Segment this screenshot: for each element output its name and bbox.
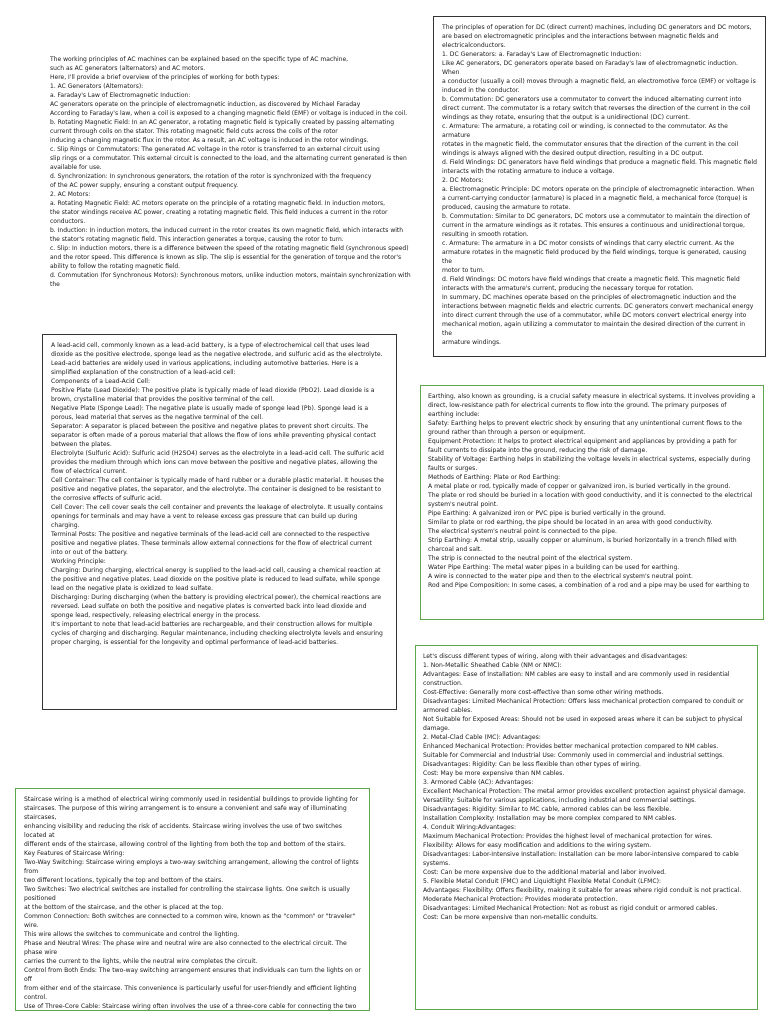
text-line: Terminal Posts: The positive and negative terminals of the lead-acid cell are connected to the respective	[51, 531, 370, 538]
text-line: reversed. Lead sulfate on both the positive and negative plates is converted back into lead dioxide and	[51, 603, 367, 610]
text-line: interacts with the rotating armature to induce a voltage.	[442, 168, 615, 175]
text-line: windings is always aligned with the desired output direction, resulting in a DC output.	[442, 150, 704, 157]
text-line: Here, I'll provide a brief overview of the principles of working for both types:	[50, 74, 280, 81]
text-line: produced, causing the armature to rotate.	[442, 204, 571, 211]
text-line: Suitable for Commercial and Industrial Use: Commonly used in commercial and industrial settings.	[423, 752, 725, 759]
text-line: Flexibility: Allows for easy modification and additions to the wiring system.	[423, 842, 652, 849]
text-line: current in the armature windings as it rotates. This ensures a continuous and unidirectional torque,	[442, 222, 745, 229]
text-line: positive and negative plates. These terminals allow external connections for the flow of electrical current	[51, 540, 372, 547]
text-line: Water Pipe Earthing: The metal water pipes in a building can be used for earthing.	[428, 564, 680, 571]
text-line: Staircase wiring is a method of electrical wiring commonly used in residential buildings to provide lighting for	[24, 796, 359, 803]
text-line: 1. AC Generators (Alternators):	[50, 83, 144, 90]
text-line: Advantages: Flexibility: Offers flexibility, making it suitable for areas where rigid conduit is not practical.	[423, 887, 742, 894]
text-line: b. Commutation: DC generators use a commutator to convert the induced alternating current into	[442, 96, 742, 103]
text-line: 2. AC Motors:	[50, 191, 91, 198]
text-line: a conductor (usually a coil) moves through a magnetic field, an electromotive force (EMF) or voltage is	[442, 78, 756, 85]
text-line: A lead-acid cell, commonly known as a lead-acid battery, is a type of electrochemical cell that uses lead	[51, 342, 370, 349]
text-line: resulting in smooth rotation.	[442, 231, 529, 238]
text-line: systems.	[423, 860, 451, 867]
text-line: porous, lead material that serves as the negative terminal of the cell.	[51, 414, 264, 421]
text-line: b. Induction: In induction motors, the induced current in the rotor creates its own magnetic field, which interacts with	[50, 227, 404, 234]
text-line: ability to follow the rotating magnetic field.	[50, 263, 181, 270]
text-line: A wire is connected to the water pipe and then to the electrical system's neutral point.	[428, 573, 693, 580]
earthing-text-block	[420, 385, 764, 620]
text-line: The electrical system's neutral point is connected to the pipe.	[428, 528, 617, 535]
text-line: earthing include:	[428, 411, 480, 418]
text-line: charging.	[51, 522, 80, 529]
text-line: the corrosive effects of sulfuric acid.	[51, 495, 162, 502]
text-line: 1. Non-Metallic Sheathed Cable (NM or NMC):	[423, 662, 562, 669]
text-line: inducing a changing magnetic flux in the rotor. As a result, an AC voltage is induced in the rotor windings.	[50, 137, 369, 144]
text-line: c. Armature: The armature in a DC motor consists of windings that carry electric current. As the	[442, 240, 735, 247]
text-line: provides the medium through which ions can move between the positive and negative plates, allowing the	[51, 459, 378, 466]
text-line: Working Principle:	[51, 558, 106, 565]
text-line: carries the current to the lights, while the neutral wire completes the circuit.	[24, 958, 258, 965]
text-line: Equipment Protection: It helps to protect electrical equipment and appliances by providing a path for	[428, 438, 737, 445]
text-line: system's neutral point.	[428, 501, 499, 508]
text-line: sponge lead, respectively, releasing electrical energy in the process.	[51, 612, 261, 619]
text-line: openings for terminals and may have a vent to release excess gas pressure that can build up during	[51, 513, 358, 520]
text-line: motor to turn.	[442, 267, 485, 274]
text-line: The working principles of AC machines can be explained based on the specific type of AC machine,	[50, 56, 349, 63]
text-line: staircases. The purpose of this wiring arrangement is to ensure a convenient and safe way of illuminating staircases,	[24, 805, 347, 821]
text-line: Disadvantages: Limited Mechanical Protection: Not as robust as rigid conduit or armored cables.	[423, 905, 718, 912]
text-line: d. Commutation (for Synchronous Motors): Synchronous motors, unlike induction motors, maintain synchronization with the	[50, 272, 411, 288]
text-line: such as AC generators (alternators) and AC motors.	[50, 65, 206, 72]
text-line: charcoal and salt.	[428, 546, 483, 553]
text-line: a. Electromagnetic Principle: DC motors operate on the principle of electromagnetic interaction. When	[442, 186, 755, 193]
staircase-wiring-text-block	[15, 788, 370, 1011]
text-line: Like AC generators, DC generators operate based on Faraday's law of electromagnetic induction. When	[442, 60, 738, 76]
text-line: Positive Plate (Lead Dioxide): The positive plate is typically made of lead dioxide (PbO2). Lead dioxide is a	[51, 387, 375, 394]
text-line: cycles of charging and discharging. Regular maintenance, including checking electrolyte levels and ensuring	[51, 630, 383, 637]
text-line: Cost-Effective: Generally more cost-effective than some other wiring methods.	[423, 689, 664, 696]
text-line: induced in the conductor.	[442, 87, 520, 94]
text-line: rotates in the magnetic field, the commutator ensures that the direction of the current in the coil	[442, 141, 739, 148]
text-line: a. Rotating Magnetic Field: AC motors operate on the principle of a rotating magnetic field. In induction motors,	[50, 200, 386, 207]
text-line: A metal plate or rod, typically made of copper or galvanized iron, is buried vertically in the ground.	[428, 483, 731, 490]
text-line: Methods of Earthing: Plate or Rod Earthing:	[428, 474, 561, 481]
text-line: fault currents to dissipate into the ground, reducing the risk of damage.	[428, 447, 648, 454]
text-line: two different locations, typically the top and bottom of the stairs.	[24, 877, 224, 884]
text-line: Disadvantages: Limited Mechanical Protection: Offers less mechanical protection compared to conduit or	[423, 698, 744, 705]
text-line: brown, crystalline material that provides the positive terminal of the cell.	[51, 396, 275, 403]
text-line: Charging: During charging, electrical energy is supplied to the lead-acid cell, causing a chemical reaction at	[51, 567, 381, 574]
text-line: Separator: A separator is placed between the positive and negative plates to prevent short circuits. The	[51, 423, 369, 430]
text-line: faults or surges.	[428, 465, 478, 472]
text-line: Similar to plate or rod earthing, the pipe should be located in an area with good conductivity.	[428, 519, 713, 526]
text-line: This wire allows the switches to communicate and control the lighting.	[24, 931, 240, 938]
text-line: Cost: May be more expensive than NM cables.	[423, 770, 565, 777]
text-line: simplified explanation of the construction of a lead-acid cell:	[51, 369, 236, 376]
text-line: enhancing visibility and reducing the risk of accidents. Staircase wiring involves the use of two switches located at	[24, 823, 342, 839]
text-line: of the AC power supply, ensuring a constant output frequency.	[50, 182, 239, 189]
text-line: different ends of the staircase, allowing control of the lighting from both the top and bottom of the stairs.	[24, 841, 346, 848]
text-line: windings as they rotate, ensuring that the output is a unidirectional (DC) current.	[442, 114, 690, 121]
text-line: Use of Three-Core Cable: Staircase wiring often involves the use of a three-core cable for connecting the two	[24, 1003, 357, 1010]
text-line: electricalconductors.	[442, 42, 506, 49]
text-line: d. Field Windings: DC generators have field windings that produce a magnetic field. This magnetic field	[442, 159, 757, 166]
text-line: direct current. The commutator is a rotary switch that reverses the direction of the current in the coil	[442, 105, 751, 112]
text-line: positive and negative plates, the separator, and the electrolyte. The container is designed to be resistant to	[51, 486, 382, 493]
lead-acid-cell-text-block	[42, 334, 397, 710]
text-line: Cell Cover: The cell cover seals the cell container and prevents the leakage of electrolyte. It usually contains	[51, 504, 383, 511]
text-line: Moderate Mechanical Protection: Provides moderate protection.	[423, 896, 618, 903]
text-line: Not Suitable for Exposed Areas: Should not be used in exposed areas where it can be subject to physical	[423, 716, 743, 723]
text-line: Pipe Earthing: A galvanized iron or PVC pipe is buried vertically in the ground.	[428, 510, 666, 517]
text-line: at the bottom of the staircase, and the other is placed at the top.	[24, 904, 224, 911]
text-line: The strip is connected to the neutral point of the electrical system.	[428, 555, 633, 562]
text-line: Excellent Mechanical Protection: The metal armor provides excellent protection against physical damage.	[423, 788, 746, 795]
text-line: damage.	[423, 725, 450, 732]
text-line: direct, low-resistance path for electrical currents to flow into the ground. The primary purposes of	[428, 402, 727, 409]
text-line: AC generators operate on the principle of electromagnetic induction, as discovered by Michael Faraday	[50, 101, 361, 108]
text-line: construction.	[423, 680, 463, 687]
text-line: interactions between magnetic fields and electric currents. DC generators convert mechanical energy	[442, 303, 754, 310]
text-line: Let's discuss different types of wiring, along with their advantages and disadvantages:	[423, 653, 688, 660]
text-line: Two Switches: Two electrical switches are installed for controlling the staircase lights. One switch is usually positioned	[24, 886, 350, 902]
text-line: available for use.	[50, 164, 102, 171]
text-line: Earthing, also known as grounding, is a crucial safety measure in electrical systems. It involves providing a	[428, 393, 756, 400]
text-line: Cell Container: The cell container is typically made of hard rubber or a durable plastic material. It houses the	[51, 477, 384, 484]
text-line: 1. DC Generators: a. Faraday's Law of Electromagnetic Induction:	[442, 51, 642, 58]
text-line: b. Rotating Magnetic Field: In an AC generator, a rotating magnetic field is typically created by passing alternating	[50, 119, 395, 126]
text-line: c. Slip Rings or Commutators: The generated AC voltage in the rotor is transferred to an external circuit using	[50, 146, 380, 153]
text-line: Safety: Earthing helps to prevent electric shock by ensuring that any unintentional current flows to the	[428, 420, 742, 427]
text-line: d. Synchronization: In synchronous generators, the rotation of the rotor is synchronized with the frequency	[50, 173, 372, 180]
text-line: Electrolyte (Sulfuric Acid): Sulfuric acid (H2SO4) serves as the electrolyte in a lead-acid cell. The sulfuric acid	[51, 450, 384, 457]
text-line: dioxide as the positive electrode, sponge lead as the negative electrode, and sulfuric acid as the electrolyte.	[51, 351, 383, 358]
text-line: mechanical motion, again utilizing a commutator to maintain the desired direction of the current in the	[442, 321, 746, 337]
text-line: Advantages: Ease of Installation: NM cables are easy to install and are commonly used in residential	[423, 671, 730, 678]
text-line: Strip Earthing: A metal strip, usually copper or aluminum, is buried horizontally in a trench filled with	[428, 537, 737, 544]
text-line: Phase and Neutral Wires: The phase wire and neutral wire are also connected to the electrical circuit. The phase wire	[24, 940, 347, 956]
text-line: between the plates.	[51, 441, 112, 448]
text-line: Installation Complexity: Installation may be more complex compared to NM cables.	[423, 815, 677, 822]
text-line: the stator windings receive AC power, creating a rotating magnetic field. This field induces a current in the rotor conductors.	[50, 209, 388, 225]
text-line: Rod and Pipe Composition: In some cases, a combination of a rod and a pipe may be used for earthing to	[428, 582, 750, 589]
text-line: In summary, DC machines operate based on the principles of electromagnetic induction and the	[442, 294, 737, 301]
text-line: b. Commutation: Similar to DC generators, DC motors use a commutator to maintain the direction of	[442, 213, 750, 220]
text-line: the positive and negative plates. Lead dioxide on the positive plate is reduced to lead sulfate, while sponge	[51, 576, 380, 583]
text-line: Lead-acid batteries are widely used in various applications, including automotive batteries. Here is a	[51, 360, 359, 367]
text-line: c. Armature: The armature, a rotating coil or winding, is connected to the commutator. As the armature	[442, 123, 728, 139]
text-line: 5. Flexible Metal Conduit (FMC) and Liquidtight Flexible Metal Conduit (LFMC):	[423, 878, 662, 885]
text-line: a current-carrying conductor (armature) is placed in a magnetic field, a mechanical force (torque) is	[442, 195, 748, 202]
text-line: are based on electromagnetic principles and the interactions between magnetic fields and	[442, 33, 719, 40]
text-line: armored cables.	[423, 707, 473, 714]
text-line: According to Faraday's law, when a coil is exposed to a changing magnetic field (EMF) or voltage is induced in the coil.	[50, 110, 408, 117]
text-line: a. Faraday's Law of Electromagnetic Induction:	[50, 92, 191, 99]
text-line: d. Field Windings: DC motors have field windings that create a magnetic field. This magnetic field	[442, 276, 740, 283]
text-line: flow of electrical current.	[51, 468, 128, 475]
text-line: Key Features of Staircase Wiring:	[24, 850, 125, 857]
text-line: into or out of the battery.	[51, 549, 128, 556]
text-line: 2. DC Motors:	[442, 177, 484, 184]
text-line: interacts with the armature's current, producing the necessary torque for rotation.	[442, 285, 694, 292]
text-line: armature windings.	[442, 339, 502, 346]
text-line	[50, 46, 412, 55]
text-line: lead on the negative plate is oxidized to lead sulfate.	[51, 585, 214, 592]
text-line: Cost: Can be more expensive than non-metallic conduits.	[423, 914, 598, 921]
text-line: and the rotor speed. This difference is known as slip. The slip is essential for the generation of torque and the rotor's	[50, 254, 402, 261]
text-line: Cost: Can be more expensive due to the additional material and labor involved.	[423, 869, 667, 876]
text-line: Disadvantages: Labor-Intensive Installation: Installation can be more labor-intensive compared to cable	[423, 851, 739, 858]
text-line: Maximum Mechanical Protection: Provides the highest level of mechanical protection for wires.	[423, 833, 713, 840]
text-line: It's important to note that lead-acid batteries are rechargeable, and their construction allows for multiple	[51, 621, 373, 628]
text-line: Disadvantages: Rigidity: Similar to MC cable, armored cables can be less flexible.	[423, 806, 672, 813]
text-line: ground rather than through a person or equipment.	[428, 429, 586, 436]
text-line: Components of a Lead-Acid Cell:	[51, 378, 151, 385]
text-line: current through coils on the stator. This rotating magnetic field cuts across the coils of the rotor	[50, 128, 338, 135]
text-line: The plate or rod should be buried in a location with good conductivity, and it is connected to the electrical	[428, 492, 753, 499]
wiring-types-text-block	[415, 645, 758, 1010]
text-line: into direct current through the use of a commutator, while DC motors convert electrical energy into	[442, 312, 747, 319]
text-line: Control from Both Ends: The two-way switching arrangement ensures that individuals can turn the lights on or off	[24, 967, 361, 983]
text-line: Two-Way Switching: Staircase wiring employs a two-way switching arrangement, allowing the control of lights from	[24, 859, 359, 875]
ac-machines-text-block	[42, 40, 420, 288]
text-line: Common Connection: Both switches are connected to a common wire, known as the "common" or "traveler" wire.	[24, 913, 356, 929]
text-line: Disadvantages: Rigidity: Can be less flexible than other types of wiring.	[423, 761, 641, 768]
text-line: armature rotates in the magnetic field produced by the field windings, torque is generated, causing the	[442, 249, 747, 265]
text-line: the stator's rotating magnetic field. This interaction generates a torque, causing the rotor to turn.	[50, 236, 344, 243]
dc-machines-text-block	[433, 16, 766, 357]
text-line: slip rings or a commutator. This external circuit is connected to the load, and the alternating current generated is then	[50, 155, 407, 162]
text-line: The principles of operation for DC (direct current) machines, including DC generators and DC motors,	[442, 24, 752, 31]
text-line: Discharging: During discharging (when the battery is providing electrical power), the chemical reactions are	[51, 594, 382, 601]
text-line: Negative Plate (Sponge Lead): The negative plate is usually made of sponge lead (Pb). Sponge lead is a	[51, 405, 369, 412]
text-line: 4. Conduit Wiring:Advantages:	[423, 824, 517, 831]
text-line: Enhanced Mechanical Protection: Provides better mechanical protection compared to NM cables.	[423, 743, 719, 750]
text-line: 3. Armored Cable (AC): Advantages:	[423, 779, 534, 786]
text-line: separator is often made of a porous material that allows the flow of ions while preventing physical contact	[51, 432, 377, 439]
text-line: c. Slip: In induction motors, there is a difference between the speed of the rotating magnetic field (synchronous speed)	[50, 245, 409, 252]
text-line: 2. Metal-Clad Cable (MC): Advantages:	[423, 734, 541, 741]
text-line: from either end of the staircase. This convenience is particularly useful for user-friendly and efficient lighting control.	[24, 985, 357, 1001]
text-line: proper charging, is essential for the longevity and optimal performance of lead-acid batteries.	[51, 639, 339, 646]
text-line: Versatility: Suitable for various applications, including industrial and commercial settings.	[423, 797, 697, 804]
text-line: Stability of Voltage: Earthing helps in stabilizing the voltage levels in electrical systems, especially during	[428, 456, 751, 463]
